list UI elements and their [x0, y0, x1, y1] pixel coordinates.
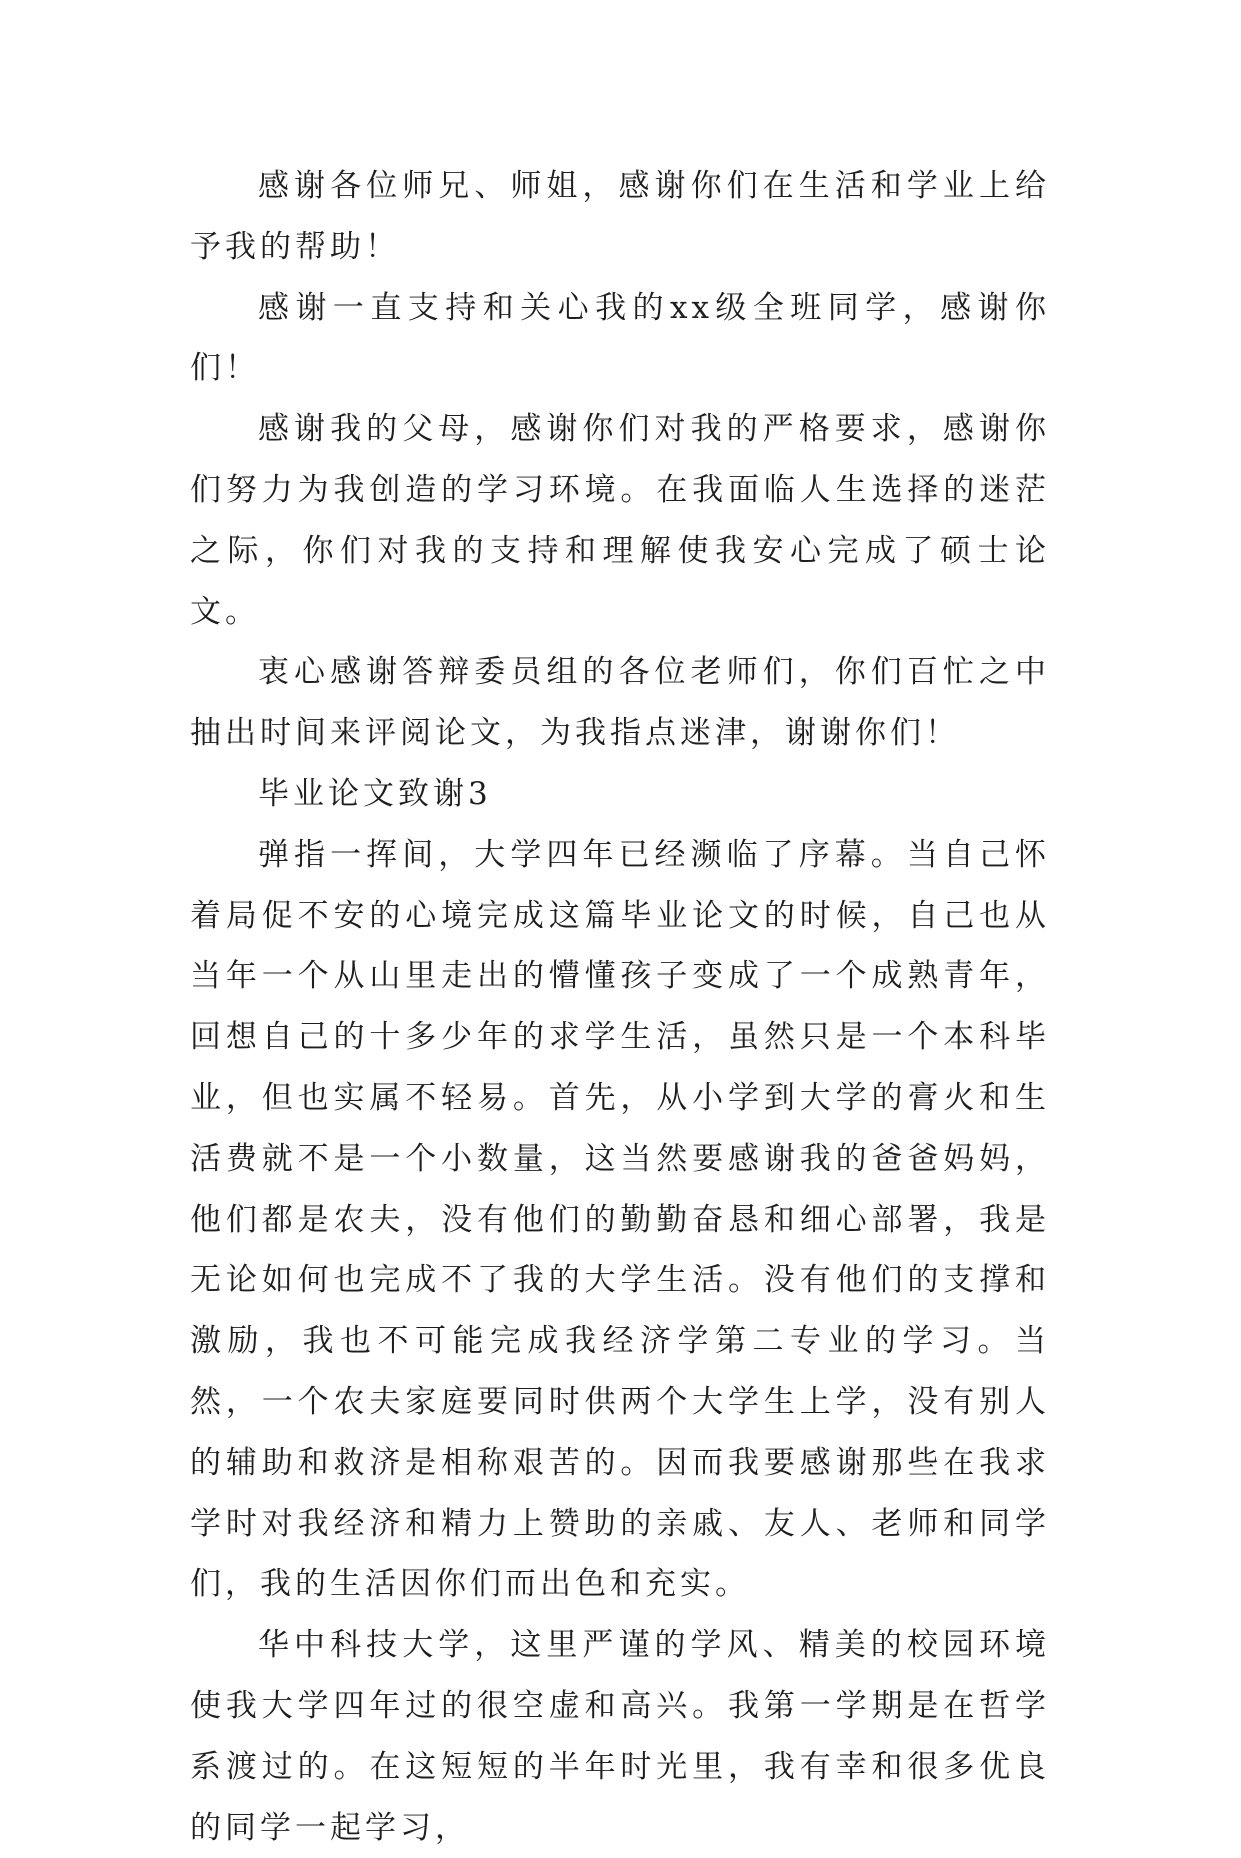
- section-heading: 毕业论文致谢3: [258, 775, 492, 812]
- paragraph-university-years: 弹指一挥间，大学四年已经濒临了序幕。当自己怀着局促不安的心境完成这篇毕业论文的时候，自己也从当年一个从山里走出的懵懂孩子变成了一个成熟青年，回想自己的十多少年的求学生活，虽然只是一个本科毕业，但也实属不轻易。首先，从小学到大学的膏火和生活费就不是一个小数量，这当然要感谢我的爸爸妈妈，他们都是农夫，没有他们的勤勤奋恳和细心部署，我是无论如何也完成不了我的大学生活。没有他们的支撑和激励，我也不可能完成我经济学第二专业的学习。当然，一个农夫家庭要同时供两个大学生上学，没有别人的辅助和救济是相称艰苦的。因而我要感谢那些在我求学时对我经济和精力上赞助的亲戚、友人、老师和同学们，我的生活因你们而出色和充实。: [190, 836, 1050, 1603]
- paragraph-thanks-parents: 感谢我的父母，感谢你们对我的严格要求，感谢你们努力为我创造的学习环境。在我面临人生选择的迷茫之际，你们对我的支持和理解使我安心完成了硕士论文。: [190, 411, 1050, 630]
- paragraph-hust: 华中科技大学，这里严谨的学风、精美的校园环境使我大学四年过的很空虚和高兴。我第一学期是在哲学系渡过的。在这短短的半年时光里，我有幸和很多优良的同学一起学习，: [190, 1627, 1050, 1846]
- paragraph-thanks-classmates: 感谢一直支持和关心我的xx级全班同学，感谢你们！: [190, 289, 1050, 387]
- paragraph-thanks-seniors: 感谢各位师兄、师姐，感谢你们在生活和学业上给予我的帮助！: [190, 168, 1050, 265]
- paragraph-thanks-committee: 衷心感谢答辩委员组的各位老师们，你们百忙之中抽出时间来评阅论文，为我指点迷津，谢谢你们！: [190, 654, 1050, 752]
- document-body: [190, 156, 1050, 1858]
